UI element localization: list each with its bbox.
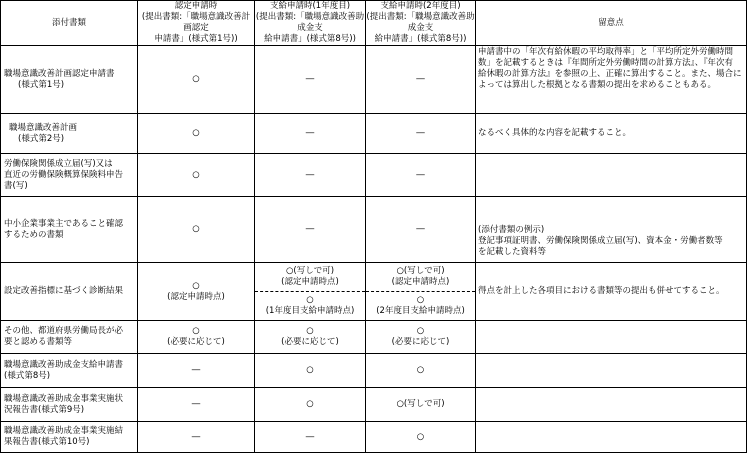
note-line: 数」を記載するときは『年間所定外労働時間の計算方法』、『年次有: [478, 58, 734, 68]
document-name-line: 職場意識改善助成金支給申請書: [4, 359, 124, 370]
table-row: [1, 114, 747, 154]
required-mark: ○: [366, 354, 476, 388]
table-row: [1, 197, 747, 263]
table-row: [1, 321, 747, 354]
required-mark: ○: [138, 154, 255, 197]
required-mark: ○: [366, 422, 476, 453]
mark-symbol: ○: [192, 280, 200, 291]
mark-symbol: ○: [306, 326, 314, 336]
table-row: [1, 154, 747, 197]
required-mark: [366, 321, 476, 354]
note: [476, 388, 747, 422]
document-name: [1, 354, 138, 388]
document-name: [1, 321, 138, 354]
required-mark: ○: [138, 197, 255, 263]
header-col4-line1: 支給申請時(2年度目): [380, 1, 461, 11]
document-name: [1, 114, 138, 154]
document-name: [1, 388, 138, 422]
document-name-line: (様式第2号): [18, 133, 65, 144]
required-mark: [138, 263, 255, 321]
document-name-line: 職場意識改善助成金事業実施状: [4, 393, 124, 404]
document-name-line: 職場意識改善助成金事業実施結: [4, 426, 124, 436]
header-col2-line2: (提出書類:「職場意識改善計画認定: [141, 12, 251, 33]
document-name-line: 職場意識改善計画認定申請書: [4, 68, 115, 79]
mark-condition: (認定申請時点): [281, 277, 339, 287]
header-payment-year1: [255, 1, 366, 46]
required-mark: ―: [138, 422, 255, 453]
note: [476, 154, 747, 197]
required-mark: ○: [138, 114, 255, 154]
note-line: 申請書中の「年次有給休暇の平均取得率」と「平均所定外労働時間: [478, 47, 734, 57]
header-notes: 留意点: [476, 1, 747, 46]
required-mark: ―: [255, 197, 366, 263]
required-mark: ―: [138, 354, 255, 388]
header-col3-line2: (提出書類:「職場意識改善助成金支: [255, 12, 365, 33]
required-mark: [366, 263, 476, 321]
mark-condition: (1年度目支給申請時点): [265, 306, 355, 316]
mark-symbol: ○: [306, 295, 314, 305]
document-name: [1, 263, 138, 321]
document-name-line: 中小企業事業主であること確認: [4, 218, 124, 229]
required-mark: [255, 263, 366, 321]
header-col4-line2: (提出書類:「職場意識改善助成金支: [366, 12, 475, 33]
mark-condition: (認定申請時点): [167, 291, 225, 302]
note-line: (添付書類の例示): [478, 225, 545, 235]
note-line: を記載した資料等: [478, 247, 547, 257]
mark-condition: (認定申請時点): [391, 277, 450, 287]
mark-symbol: ○(写しで可): [285, 266, 335, 276]
header-col3-line3: 給申請書」(様式第8号)): [264, 34, 356, 44]
document-name-line: その他、都道府県労働局長が必: [4, 326, 124, 336]
header-certification-application: [138, 1, 255, 46]
document-name: [1, 154, 138, 197]
note: [476, 321, 747, 354]
required-mark: ―: [138, 388, 255, 422]
table-row: [1, 46, 747, 114]
note: [476, 263, 747, 321]
required-mark: [138, 321, 255, 354]
required-mark: [255, 321, 366, 354]
note-line: なるべく具体的な内容を記載すること。: [478, 128, 632, 138]
required-mark: ―: [366, 114, 476, 154]
mark-condition: (必要に応じて): [167, 337, 225, 347]
note: [476, 354, 747, 388]
note: [476, 197, 747, 263]
mark-symbol: ○: [192, 326, 200, 336]
document-name: [1, 197, 138, 263]
document-name-line: (様式第1号): [18, 79, 65, 90]
document-name-line: 職場意識改善計画: [9, 122, 78, 133]
mark-condition: (必要に応じて): [391, 337, 450, 347]
required-mark: ―: [366, 197, 476, 263]
required-mark: ○: [255, 354, 366, 388]
document-name-line: するための書類: [4, 229, 64, 240]
required-mark: ―: [255, 46, 366, 114]
table-row: [1, 388, 747, 422]
mark-condition: (必要に応じて): [281, 337, 339, 347]
required-mark: ―: [255, 422, 366, 453]
document-name-line: 況報告書(様式第9号): [4, 404, 85, 415]
mark-symbol: ○: [416, 295, 425, 305]
note-line: 給休暇の計算方法』を参照の上、正確に算出すること。また、場合に: [478, 69, 742, 79]
table-row: [1, 263, 747, 321]
document-name-line: 労働保険関係成立届(写)又は: [4, 158, 113, 169]
note-line: よっては算出した根拠となる書類の提出を求めることもある。: [478, 80, 717, 90]
mark-condition: (2年度目支給申請時点): [376, 306, 465, 316]
mark-symbol: ○(写しで可): [396, 266, 445, 276]
document-name-line: 設定改善指標に基づく診断結果: [4, 286, 124, 296]
required-mark: ○: [255, 388, 366, 422]
required-mark: ○: [138, 46, 255, 114]
header-col2-line3: 申請書」(様式第1号)): [154, 34, 238, 44]
required-mark: ―: [366, 154, 476, 197]
document-name-line: 書(写): [4, 180, 28, 191]
required-mark: ―: [255, 154, 366, 197]
header-col3-line1: 支給申請時(1年度目): [269, 1, 351, 11]
note-line: 登記事項証明書、労働保険関係成立届(写)、資本金・労働者数等: [478, 236, 723, 246]
document-name-line: 直近の労働保険概算保険料申告: [4, 169, 124, 180]
mark-symbol: ○: [416, 326, 425, 336]
header-payment-year2: [366, 1, 476, 46]
document-name-line: 要と認める書類等: [4, 337, 73, 347]
note: [476, 114, 747, 154]
required-mark: ―: [255, 114, 366, 154]
document-name: [1, 46, 138, 114]
required-mark: ―: [366, 46, 476, 114]
document-name: [1, 422, 138, 453]
table-row: [1, 354, 747, 388]
header-col2-line1: 認定申請時: [174, 1, 218, 11]
document-name-line: 果報告書(様式第10号): [4, 437, 90, 447]
table-row: [1, 422, 747, 453]
note: [476, 422, 747, 453]
note-line: 得点を計上した各項目における書類等の提出も併せてすること。: [478, 286, 725, 296]
header-row: [1, 1, 747, 46]
required-mark: ○(写しで可): [366, 388, 476, 422]
document-name-line: (様式第8号): [4, 370, 51, 381]
note: [476, 46, 747, 114]
header-col4-line3: 給申請書」(様式第8号)): [374, 34, 467, 44]
header-attachment-documents: 添付書類: [1, 1, 138, 46]
